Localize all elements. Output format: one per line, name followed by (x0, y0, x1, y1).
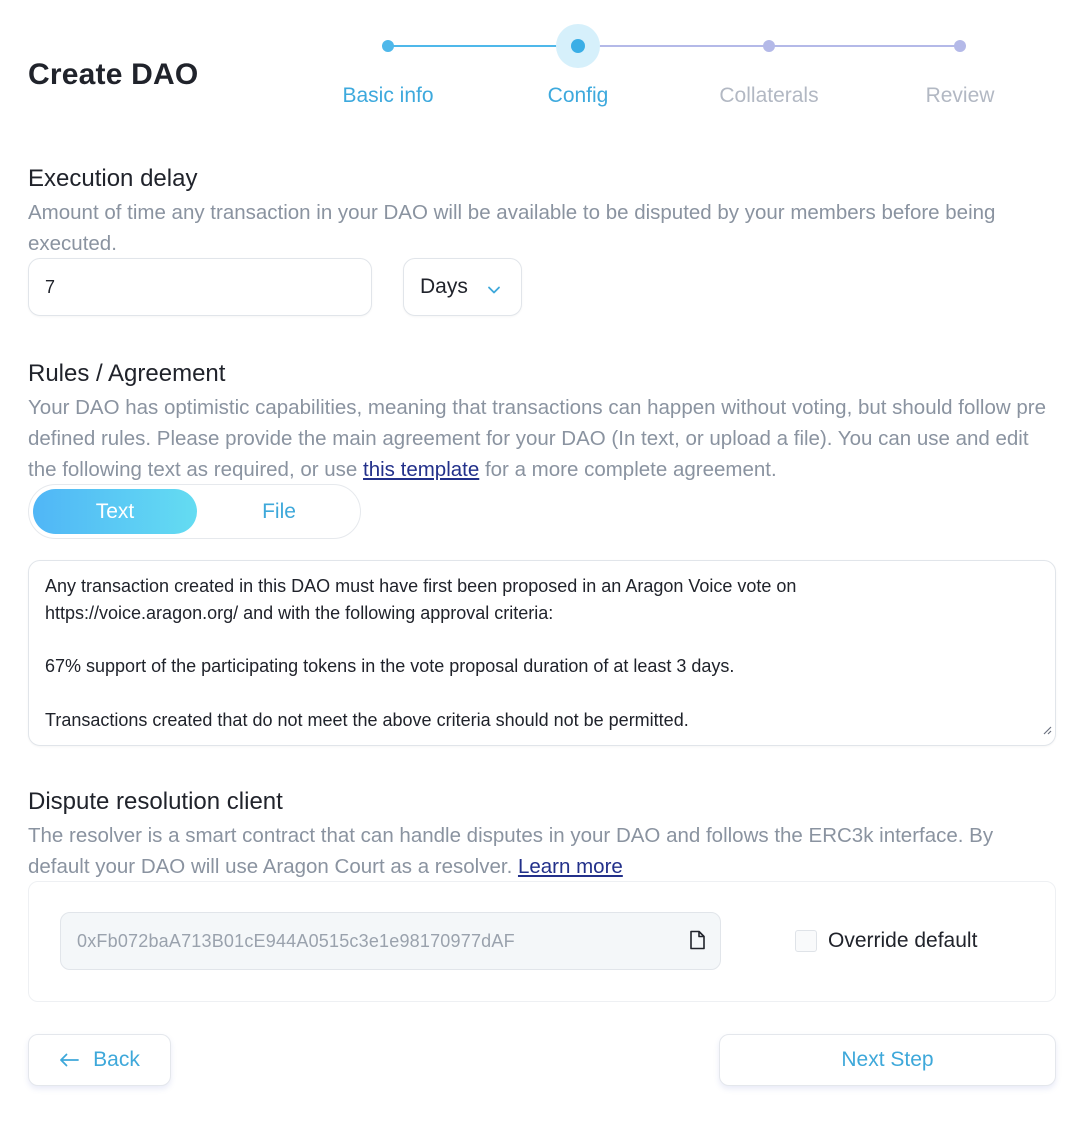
step-label-review[interactable]: Review (925, 84, 995, 107)
step-dot-review[interactable] (954, 40, 966, 52)
next-step-label: Next Step (841, 1048, 934, 1071)
agreement-line: 67% support of the participating tokens in the vote proposal duration of at least 3 days. (45, 656, 735, 676)
delay-unit-value: Days (420, 275, 468, 298)
step-label-basic-info[interactable]: Basic info (342, 84, 434, 107)
step-label-config[interactable]: Config (547, 84, 609, 107)
learn-more-link[interactable]: Learn more (517, 855, 623, 878)
agreement-textarea[interactable] (28, 560, 1056, 746)
page-title: Create DAO (28, 58, 199, 91)
toggle-text-option[interactable]: Text (33, 489, 197, 534)
rules-description-end: for a more complete agreement. (479, 458, 777, 481)
override-default-label: Override default (828, 929, 978, 952)
template-link[interactable]: this template (363, 458, 480, 481)
next-step-button[interactable] (719, 1034, 1056, 1086)
toggle-file-option[interactable]: File (262, 499, 296, 523)
document-icon[interactable] (688, 930, 706, 955)
step-dot-config[interactable] (571, 39, 585, 53)
dispute-description (28, 820, 1058, 882)
stepper (0, 0, 1080, 120)
step-label-collaterals[interactable]: Collaterals (719, 84, 819, 107)
delay-unit-select[interactable] (403, 258, 522, 316)
dispute-heading: Dispute resolution client (28, 788, 283, 815)
agreement-line: https://voice.aragon.org/ and with the following approval criteria: (45, 602, 554, 623)
step-dot-basic-info[interactable] (382, 40, 394, 52)
rules-heading: Rules / Agreement (28, 360, 226, 387)
override-default-option[interactable] (795, 929, 977, 953)
back-button-label: Back (93, 1048, 140, 1071)
arrow-left-icon (59, 1053, 79, 1067)
resolver-address-field[interactable] (60, 912, 721, 970)
execution-delay-input[interactable] (28, 258, 372, 316)
agreement-line: Any transaction created in this DAO must have first been proposed in an Aragon Voice vote on (45, 576, 797, 596)
chevron-down-icon (487, 279, 501, 303)
dispute-description-text: The resolver is a smart contract that can handle disputes in your DAO and follows the ERC3k interface. By default your DAO will use Aragon Court as a resolver. (28, 824, 994, 878)
resize-handle-icon[interactable] (1042, 716, 1052, 743)
back-button[interactable] (28, 1034, 171, 1086)
rules-description-text: Your DAO has optimistic capabilities, meaning that transactions can happen without voting, but should follow pre defined rules. Please provide the main agreement for your DAO (In text, or upload a file). You can use and edit the following text as required, or use (28, 396, 1046, 481)
rules-description (28, 392, 1058, 485)
step-dot-collaterals[interactable] (763, 40, 775, 52)
stepper-track-complete (388, 45, 578, 47)
execution-delay-heading: Execution delay (28, 165, 198, 192)
execution-delay-value: 7 (45, 276, 56, 297)
agreement-line: Transactions created that do not meet the above criteria should not be permitted. (45, 709, 689, 730)
execution-delay-description: Amount of time any transaction in your DAO will be available to be disputed by your members before being executed. (28, 201, 996, 255)
resolver-address-value: 0xFb072baA713B01cE944A0515c3e1e98170977dAF (77, 930, 515, 951)
override-default-checkbox[interactable] (795, 930, 817, 952)
agreement-format-toggle (28, 484, 361, 539)
